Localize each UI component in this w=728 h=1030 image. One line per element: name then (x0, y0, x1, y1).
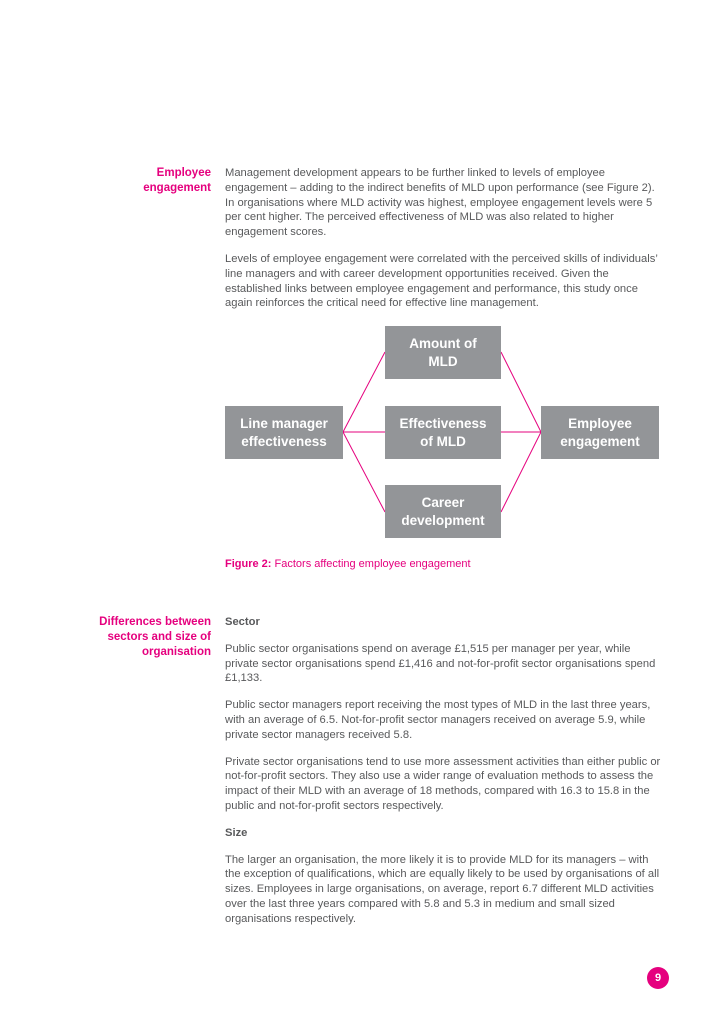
employee-engagement-box: Employee engagement (541, 406, 659, 459)
page-number: 9 (647, 967, 669, 989)
sector-subheading: Sector (225, 616, 260, 628)
effectiveness-of-mld-box: Effectiveness of MLD (385, 406, 501, 459)
paragraph: The larger an organisation, the more likely it is to provide MLD for its managers – with the exception of qualifications, which are equally likely to be used by organisations of all sizes. Employees in large organisations, on average, report 6.7 different MLD activities over the last three years compared with 5.8 and 5.3 in medium and small sized organisations respectively. (225, 853, 660, 925)
paragraph: Private sector organisations tend to use more assessment activities than either public or not-for-profit sectors. They also use a wider range of evaluation methods to assess the impact of their MLD with an average of 18 methods, compared with 16.3 to 15.8 in the public and not-for-profit sectors respectively. (225, 755, 661, 812)
connector-line (343, 432, 385, 512)
career-development-box: Career development (385, 485, 501, 538)
line-manager-effectiveness-box: Line manager effectiveness (225, 406, 343, 459)
differences-heading: Differences between sectors and size of organisation (99, 616, 211, 658)
employee-engagement-heading: Employee engagement (143, 167, 211, 194)
differences-body (225, 615, 665, 939)
paragraph: Management development appears to be further linked to levels of employee engagement – adding to the indirect benefits of MLD upon performance (see Figure 2). In organisations where MLD activity was highest, employee engagement levels were 5 per cent higher. The perceived effectiveness of MLD was also related to higher engagement scores. (225, 167, 655, 239)
connector-line (501, 432, 541, 512)
connector-line (343, 352, 385, 432)
amount-of-mld-box: Amount of MLD (385, 326, 501, 379)
paragraph: Public sector managers report receiving the most types of MLD in the last three years, with an average of 6.5. Not-for-profit sector managers received on average 5.9, while private sector managers received 5.8. (225, 699, 651, 741)
figure-label: Figure 2: (225, 558, 272, 570)
size-subheading: Size (225, 826, 248, 839)
paragraph: Levels of employee engagement were correlated with the perceived skills of individuals’ line managers and with career development opportunities received. Given the established links between employee engagement and performance, this study once again reinforces the critical need for effective line management. (225, 252, 658, 310)
paragraph: Public sector organisations spend on average £1,515 per manager per year, while private sector organisations spend £1,416 and not-for-profit sector organisations spend £1,133. (225, 642, 656, 685)
figure-caption-text: Factors affecting employee engagement (274, 558, 471, 570)
figure-caption (225, 558, 471, 570)
connector-line (501, 352, 541, 432)
